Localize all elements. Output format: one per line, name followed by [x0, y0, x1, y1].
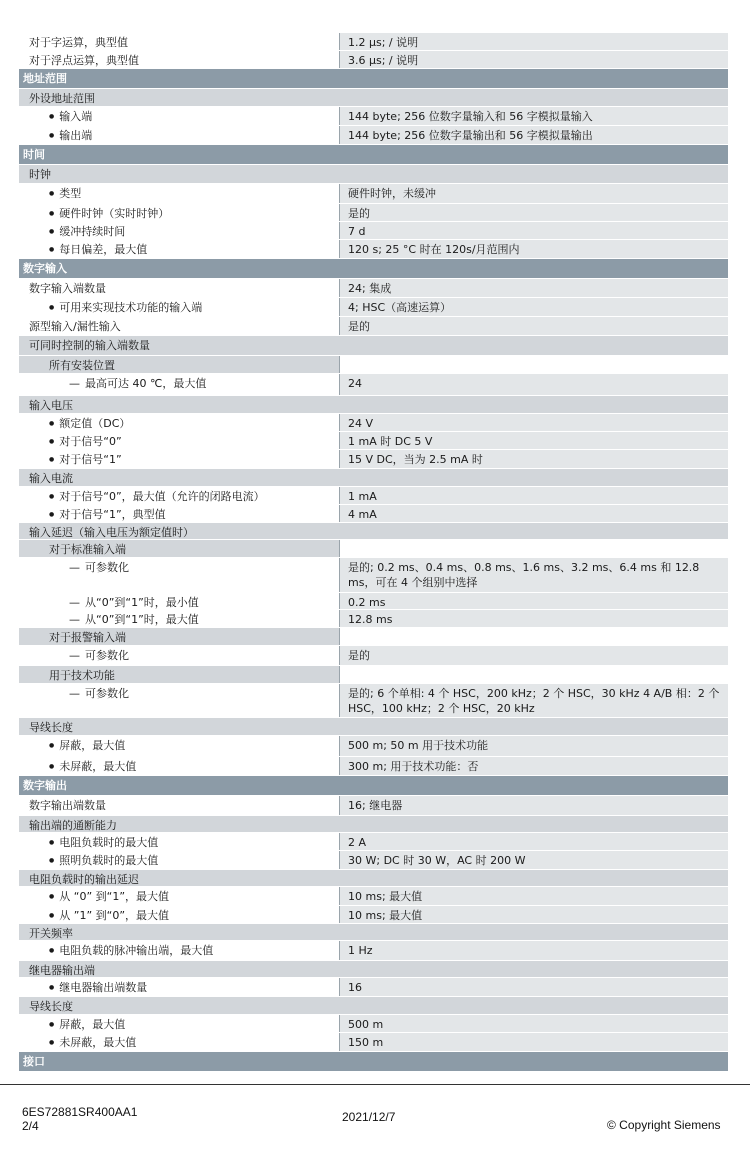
spec-label — [19, 757, 339, 775]
spec-label-text: 对于标准输入端 — [49, 543, 126, 556]
bullet-icon — [49, 435, 59, 448]
spec-value: 144 byte; 256 位数字量输出和 56 字模拟量输出 — [339, 126, 728, 144]
spec-row — [19, 414, 728, 432]
spec-label — [19, 374, 339, 395]
group-title: 可同时控制的输入端数量 — [29, 339, 150, 352]
section-header — [19, 1052, 728, 1072]
spec-value: 是的; 6 个单相: 4 个 HSC，200 kHz；2 个 HSC，30 kHz 4 A/B 相：2 个 HSC，100 kHz；2 个 HSC，20 kHz — [339, 684, 728, 717]
spec-table — [19, 33, 728, 1072]
group-title: 输入电压 — [29, 399, 73, 412]
spec-value: 0.2 ms — [339, 593, 728, 609]
spec-value: 1 mA 时 DC 5 V — [339, 432, 728, 449]
spec-label-text: 从“0”到“1”时，最小值 — [85, 596, 199, 609]
spec-label — [19, 279, 339, 297]
spec-row — [19, 126, 728, 145]
spec-row — [19, 432, 728, 450]
spec-row — [19, 887, 728, 906]
spec-row — [19, 833, 728, 851]
spec-value: 是的 — [339, 204, 728, 221]
section-header — [19, 69, 728, 89]
spec-label — [19, 107, 339, 125]
spec-value: 300 m; 用于技术功能：否 — [339, 757, 728, 775]
subgroup-row — [19, 628, 728, 646]
dash-icon — [69, 561, 85, 574]
section-header — [19, 145, 728, 165]
spec-label — [19, 414, 339, 431]
spec-row — [19, 646, 728, 666]
bullet-icon — [49, 508, 59, 521]
spec-row — [19, 684, 728, 718]
spec-label-text: 数字输入端数量 — [29, 282, 106, 295]
spec-label-text: 从 ”1” 到“0”，最大值 — [59, 909, 170, 922]
spec-value: 1 mA — [339, 487, 728, 504]
bullet-icon — [49, 739, 59, 752]
spec-label — [19, 51, 339, 68]
section-title: 接口 — [23, 1055, 45, 1068]
group-title: 继电器输出端 — [29, 964, 95, 977]
spec-label — [19, 610, 339, 627]
spec-value: 24 V — [339, 414, 728, 431]
group-header — [19, 816, 728, 833]
group-header — [19, 523, 728, 540]
spec-value — [339, 540, 728, 557]
spec-row — [19, 107, 728, 126]
spec-label — [19, 628, 339, 645]
bullet-icon — [49, 129, 59, 142]
group-header — [19, 997, 728, 1015]
spec-value — [339, 356, 728, 373]
spec-row — [19, 450, 728, 469]
group-header — [19, 961, 728, 978]
spec-label — [19, 558, 339, 592]
spec-label — [19, 851, 339, 869]
spec-label — [19, 1033, 339, 1051]
spec-value: 144 byte; 256 位数字量输入和 56 字模拟量输入 — [339, 107, 728, 125]
bullet-icon — [49, 854, 59, 867]
dash-icon — [69, 687, 85, 700]
spec-label — [19, 505, 339, 522]
spec-label — [19, 906, 339, 923]
spec-label-text: 屏蔽，最大值 — [59, 1018, 126, 1031]
spec-row — [19, 558, 728, 593]
spec-value: 10 ms; 最大值 — [339, 887, 728, 905]
bullet-icon — [49, 243, 59, 256]
group-header — [19, 89, 728, 107]
spec-label-text: 输入端 — [59, 110, 93, 123]
spec-label-text: 可参数化 — [85, 649, 129, 662]
spec-label-text: 数字输出端数量 — [29, 799, 106, 812]
spec-row — [19, 222, 728, 240]
spec-value: 1.2 µs; / 说明 — [339, 33, 728, 50]
bullet-icon — [49, 944, 59, 957]
spec-label — [19, 184, 339, 203]
group-title: 输入电流 — [29, 472, 73, 485]
spec-row — [19, 610, 728, 628]
part-number: 6ES72881SR400AA1 — [22, 1105, 138, 1119]
spec-label-text: 从 “0” 到“1”，最大值 — [59, 890, 170, 903]
spec-label — [19, 796, 339, 815]
spec-value: 10 ms; 最大值 — [339, 906, 728, 923]
spec-value: 硬件时钟，未缓冲 — [339, 184, 728, 203]
dash-icon — [69, 649, 85, 662]
bullet-icon — [49, 909, 59, 922]
group-header — [19, 870, 728, 887]
subgroup-row — [19, 356, 728, 374]
spec-value: 4; HSC（高速运算） — [339, 298, 728, 316]
spec-label — [19, 356, 339, 373]
spec-value: 1 Hz — [339, 941, 728, 960]
spec-value: 是的; 0.2 ms、0.4 ms、0.8 ms、1.6 ms、3.2 ms、6.4 ms 和 12.8 ms，可在 4 个组别中选择 — [339, 558, 728, 592]
spec-row — [19, 51, 728, 69]
spec-row — [19, 505, 728, 523]
bullet-icon — [49, 1018, 59, 1031]
spec-label — [19, 684, 339, 717]
spec-label — [19, 941, 339, 960]
spec-label — [19, 540, 339, 557]
spec-value: 7 d — [339, 222, 728, 239]
group-header — [19, 718, 728, 736]
spec-label-text: 从“0”到“1”时，最大值 — [85, 613, 199, 626]
bullet-icon — [49, 836, 59, 849]
spec-value: 4 mA — [339, 505, 728, 522]
spec-label-text: 继电器输出端数量 — [59, 981, 148, 994]
spec-value: 16 — [339, 978, 728, 996]
copyright: © Copyright Siemens — [607, 1118, 721, 1132]
spec-value: 15 V DC，当为 2.5 mA 时 — [339, 450, 728, 468]
spec-label-text: 屏蔽，最大值 — [59, 739, 126, 752]
group-header — [19, 165, 728, 184]
section-title: 数字输入 — [23, 262, 67, 275]
spec-row — [19, 796, 728, 816]
spec-label-text: 用于技术功能 — [49, 669, 115, 682]
spec-label-text: 类型 — [59, 187, 82, 200]
spec-label — [19, 222, 339, 239]
spec-value: 16; 继电器 — [339, 796, 728, 815]
spec-label — [19, 317, 339, 335]
group-title: 输出端的通断能力 — [29, 819, 117, 832]
bullet-icon — [49, 453, 59, 466]
spec-row — [19, 298, 728, 317]
spec-value: 3.6 µs; / 说明 — [339, 51, 728, 68]
spec-label-text: 最高可达 40 ℃，最大值 — [85, 377, 207, 390]
section-title: 数字输出 — [23, 779, 67, 792]
spec-label-text: 可参数化 — [85, 687, 129, 700]
bullet-icon — [49, 490, 59, 503]
bullet-icon — [49, 110, 59, 123]
spec-value: 2 A — [339, 833, 728, 850]
spec-label — [19, 833, 339, 850]
spec-label-text: 所有安装位置 — [49, 359, 115, 372]
spec-row — [19, 240, 728, 259]
bullet-icon — [49, 1036, 59, 1049]
spec-value: 500 m; 50 m 用于技术功能 — [339, 736, 728, 756]
bullet-icon — [49, 301, 59, 314]
spec-label — [19, 33, 339, 50]
spec-row — [19, 279, 728, 298]
group-header — [19, 924, 728, 941]
spec-label — [19, 646, 339, 665]
spec-label — [19, 298, 339, 316]
spec-row — [19, 1033, 728, 1052]
spec-label-text: 可用来实现技术功能的输入端 — [59, 301, 203, 314]
spec-label — [19, 450, 339, 468]
print-date: 2021/12/7 — [342, 1110, 396, 1124]
spec-value: 12.8 ms — [339, 610, 728, 627]
spec-row — [19, 941, 728, 961]
spec-label — [19, 432, 339, 449]
group-title: 时钟 — [29, 168, 51, 181]
bullet-icon — [49, 207, 59, 220]
spec-label — [19, 126, 339, 144]
spec-label-text: 未屏蔽，最大值 — [59, 760, 137, 773]
spec-label — [19, 1015, 339, 1032]
group-title: 输入延迟（输入电压为额定值时） — [29, 526, 194, 539]
spec-value: 30 W; DC 时 30 W，AC 时 200 W — [339, 851, 728, 869]
spec-label-text: 源型输入/漏性输入 — [29, 320, 121, 333]
spec-label — [19, 593, 339, 609]
spec-label-text: 对于信号“0”，最大值（允许的闭路电流） — [59, 490, 265, 503]
dash-icon — [69, 377, 85, 390]
spec-label — [19, 666, 339, 683]
section-title: 地址范围 — [23, 72, 67, 85]
spec-label-text: 电阻负载的脉冲输出端，最大值 — [59, 944, 214, 957]
section-header — [19, 776, 728, 796]
spec-row — [19, 33, 728, 51]
group-title: 开关频率 — [29, 927, 73, 940]
group-title: 导线长度 — [29, 1000, 73, 1013]
spec-label-text: 对于信号“1”，典型值 — [59, 508, 166, 521]
spec-label-text: 照明负载时的最大值 — [59, 854, 159, 867]
bottom-rule — [0, 1084, 750, 1085]
spec-label — [19, 887, 339, 905]
spec-label-text: 对于信号“1” — [59, 453, 122, 466]
bullet-icon — [49, 981, 59, 994]
spec-label-text: 未屏蔽，最大值 — [59, 1036, 137, 1049]
spec-label — [19, 204, 339, 221]
spec-value: 150 m — [339, 1033, 728, 1051]
bullet-icon — [49, 187, 59, 200]
spec-label-text: 额定值（DC） — [59, 417, 131, 430]
dash-icon — [69, 613, 85, 626]
spec-label-text: 缓冲持续时间 — [59, 225, 126, 238]
group-title: 导线长度 — [29, 721, 73, 734]
spec-row — [19, 1015, 728, 1033]
spec-value: 120 s; 25 °C 时在 120s/月范围内 — [339, 240, 728, 258]
spec-row — [19, 851, 728, 870]
spec-value: 24 — [339, 374, 728, 395]
subgroup-row — [19, 666, 728, 684]
spec-row — [19, 593, 728, 610]
spec-label-text: 对于报警输入端 — [49, 631, 126, 644]
spec-row — [19, 906, 728, 924]
spec-value — [339, 666, 728, 683]
bullet-icon — [49, 417, 59, 430]
spec-label-text: 输出端 — [59, 129, 93, 142]
spec-row — [19, 757, 728, 776]
bullet-icon — [49, 760, 59, 773]
subgroup-row — [19, 540, 728, 558]
group-header — [19, 336, 728, 356]
spec-value: 500 m — [339, 1015, 728, 1032]
spec-label — [19, 736, 339, 756]
spec-row — [19, 736, 728, 757]
spec-row — [19, 204, 728, 222]
spec-label-text: 对于信号“0” — [59, 435, 122, 448]
group-title: 外设地址范围 — [29, 92, 95, 105]
spec-row — [19, 978, 728, 997]
section-header — [19, 259, 728, 279]
spec-value: 24; 集成 — [339, 279, 728, 297]
spec-row — [19, 487, 728, 505]
group-header — [19, 396, 728, 414]
spec-label-text: 对于字运算，典型值 — [29, 36, 128, 49]
spec-label — [19, 487, 339, 504]
section-title: 时间 — [23, 148, 45, 161]
spec-row — [19, 317, 728, 336]
group-header — [19, 469, 728, 487]
spec-row — [19, 374, 728, 396]
spec-label-text: 可参数化 — [85, 561, 129, 574]
spec-value: 是的 — [339, 317, 728, 335]
spec-row — [19, 184, 728, 204]
spec-label — [19, 978, 339, 996]
spec-label-text: 电阻负载时的最大值 — [59, 836, 159, 849]
spec-label — [19, 240, 339, 258]
spec-label-text: 硬件时钟（实时时钟） — [59, 207, 170, 220]
bullet-icon — [49, 225, 59, 238]
dash-icon — [69, 596, 85, 609]
bullet-icon — [49, 890, 59, 903]
spec-value — [339, 628, 728, 645]
page-number: 2/4 — [22, 1119, 39, 1133]
spec-label-text: 每日偏差，最大值 — [59, 243, 148, 256]
spec-label-text: 对于浮点运算，典型值 — [29, 54, 139, 67]
group-title: 电阻负载时的输出延迟 — [29, 873, 139, 886]
spec-value: 是的 — [339, 646, 728, 665]
